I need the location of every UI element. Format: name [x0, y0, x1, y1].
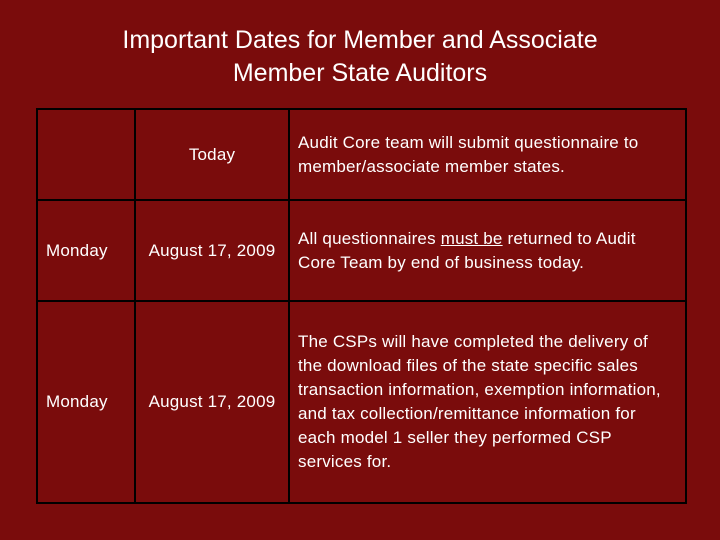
description-cell: Audit Core team will submit questionnaire to member/associate member states.: [289, 109, 686, 200]
day-cell: Monday: [37, 301, 135, 503]
slide-title: [20, 24, 700, 90]
dates-table: [36, 108, 687, 504]
table-row: [37, 200, 686, 301]
description-text-end: returned to Audit Core Team by end of business today.: [298, 228, 636, 272]
description-cell: [289, 200, 686, 301]
slide-title-line-1: Important Dates for Member and Associate: [122, 26, 598, 54]
description-emphasis: must be: [440, 228, 503, 248]
date-cell: August 17, 2009: [135, 301, 289, 503]
day-cell: Monday: [37, 200, 135, 301]
date-cell: August 17, 2009: [135, 200, 289, 301]
description-cell: The CSPs will have completed the delivery of the download files of the state specific sales transaction information, exemption information, and tax collection/remittance information for each model 1 seller they performed CSP services for.: [289, 301, 686, 503]
slide-title-line-2: Member State Auditors: [232, 59, 488, 87]
date-cell: Today: [135, 109, 289, 200]
day-cell: [37, 109, 135, 200]
description-text-start: All questionnaires: [298, 228, 441, 248]
table-row: [37, 109, 686, 200]
table-row: [37, 301, 686, 503]
